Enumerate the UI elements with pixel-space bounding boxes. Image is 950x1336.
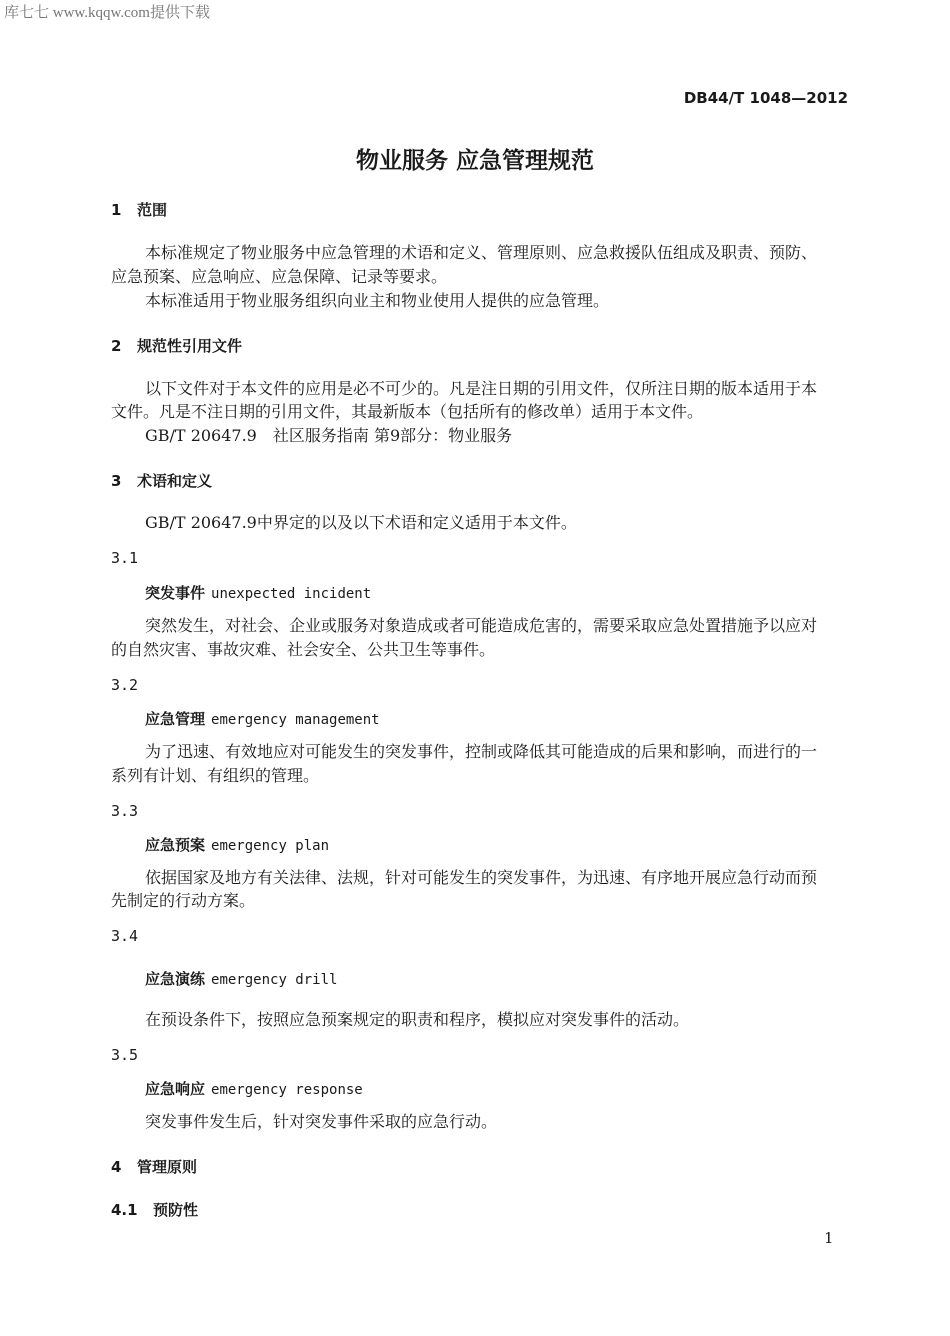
paragraph: 应急预案、应急响应、应急保障、记录等要求。 xyxy=(111,267,448,286)
term-en: emergency drill xyxy=(211,972,338,988)
paragraph: 本标准规定了物业服务中应急管理的术语和定义、管理原则、应急救援队伍组成及职责、预防、 xyxy=(145,243,818,262)
section-title: 范围 xyxy=(137,201,168,219)
section-title: 规范性引用文件 xyxy=(137,337,243,355)
document-title: 物业服务 应急管理规范 xyxy=(355,148,594,174)
paragraph: GB/T 20647.9中界定的以及以下术语和定义适用于本文件。 xyxy=(145,513,577,532)
paragraph: 本标准适用于物业服务组织向业主和物业使用人提供的应急管理。 xyxy=(145,291,610,310)
term-number: 3.1 xyxy=(111,549,139,567)
term-en: emergency response xyxy=(211,1082,363,1098)
term-number: 3.2 xyxy=(111,676,139,694)
section-number: 2 xyxy=(111,337,122,355)
term-title xyxy=(145,709,380,730)
section-1-heading xyxy=(111,200,167,220)
page-number: 1 xyxy=(824,1229,834,1247)
term-title xyxy=(145,835,329,856)
term-definition: 突发事件发生后，针对突发事件采取的应急行动。 xyxy=(145,1112,498,1131)
section-title: 术语和定义 xyxy=(137,472,213,490)
subsection-title: 预防性 xyxy=(153,1201,199,1219)
term-title xyxy=(145,1079,363,1100)
term-zh: 突发事件 xyxy=(145,584,206,602)
paragraph: 以下文件对于本文件的应用是必不可少的。凡是注日期的引用文件，仅所注日期的版本适用于本 xyxy=(145,379,818,398)
term-definition: 在预设条件下，按照应急预案规定的职责和程序，模拟应对突发事件的活动。 xyxy=(145,1010,690,1029)
term-title xyxy=(145,583,371,604)
term-definition: 为了迅速、有效地应对可能发生的突发事件，控制或降低其可能造成的后果和影响，而进行的一 xyxy=(145,742,818,761)
standard-number: DB44/T 1048—2012 xyxy=(683,89,848,107)
section-title: 管理原则 xyxy=(137,1158,198,1176)
term-en: emergency plan xyxy=(211,838,330,854)
section-number: 4 xyxy=(111,1158,122,1176)
normative-reference: GB/T 20647.9 社区服务指南 第9部分：物业服务 xyxy=(145,426,513,445)
term-en: emergency management xyxy=(211,712,380,728)
term-zh: 应急响应 xyxy=(145,1080,206,1098)
term-definition: 的自然灾害、事故灾难、社会安全、公共卫生等事件。 xyxy=(111,640,496,659)
section-3-heading xyxy=(111,471,212,491)
subsection-4-1-heading xyxy=(111,1200,198,1220)
section-4-heading xyxy=(111,1157,197,1177)
term-number: 3.4 xyxy=(111,927,139,945)
section-number: 3 xyxy=(111,472,122,490)
term-definition: 先制定的行动方案。 xyxy=(111,891,256,910)
section-2-heading xyxy=(111,336,242,356)
watermark: 库七七 www.kqqw.com提供下载 xyxy=(4,5,210,21)
term-definition: 系列有计划、有组织的管理。 xyxy=(111,766,320,785)
term-en: unexpected incident xyxy=(211,586,372,602)
section-number: 1 xyxy=(111,201,122,219)
paragraph: 文件。凡是不注日期的引用文件，其最新版本（包括所有的修改单）适用于本文件。 xyxy=(111,402,704,421)
term-title xyxy=(145,969,337,990)
term-zh: 应急预案 xyxy=(145,836,206,854)
term-number: 3.5 xyxy=(111,1046,139,1064)
term-zh: 应急管理 xyxy=(145,710,206,728)
term-number: 3.3 xyxy=(111,802,139,820)
term-zh: 应急演练 xyxy=(145,970,206,988)
term-definition: 依据国家及地方有关法律、法规，针对可能发生的突发事件，为迅速、有序地开展应急行动而预 xyxy=(145,868,818,887)
term-definition: 突然发生，对社会、企业或服务对象造成或者可能造成危害的，需要采取应急处置措施予以应对 xyxy=(145,616,818,635)
subsection-number: 4.1 xyxy=(111,1201,138,1219)
